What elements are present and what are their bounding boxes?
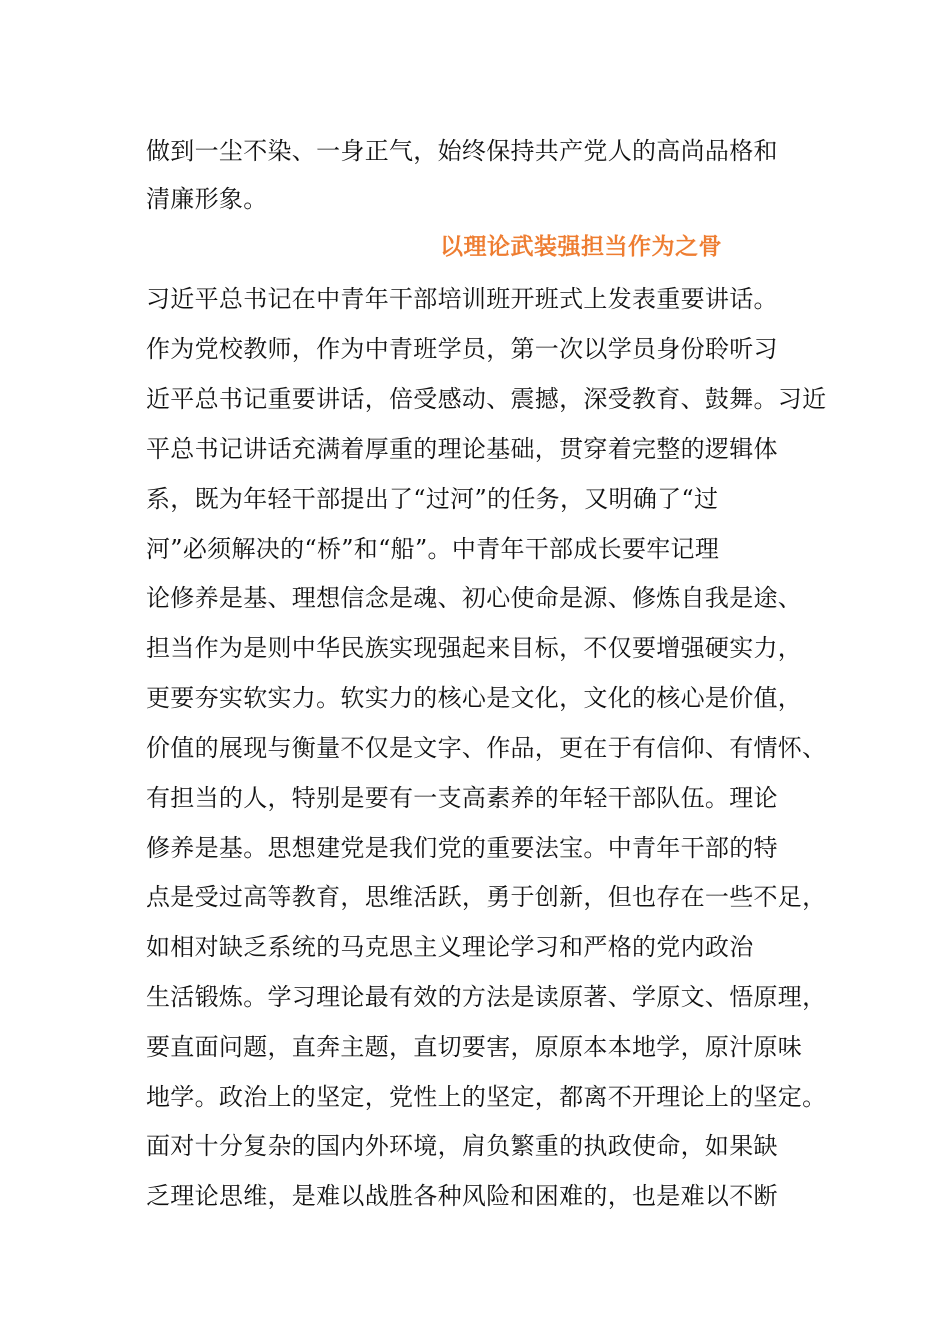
paragraph-line: 平总书记讲话充满着厚重的理论基础，贯穿着完整的逻辑体: [146, 435, 778, 463]
paragraph-line: 生活锻炼。学习理论最有效的方法是读原著、学原文、悟原理，: [146, 983, 826, 1011]
paragraph-line: 近平总书记重要讲话，倍受感动、震撼，深受教育、鼓舞。习近: [146, 385, 826, 413]
paragraph-line: 做到一尘不染、一身正气，始终保持共产党人的高尚品格和: [146, 137, 778, 165]
paragraph-line: 乏理论思维，是难以战胜各种风险和困难的，也是难以不断: [146, 1182, 778, 1210]
paragraph-line: 清廉形象。: [146, 185, 268, 213]
paragraph-line: 系，既为年轻干部提出了“过河”的任务，又明确了“过: [146, 485, 719, 513]
paragraph-line: 习近平总书记在中青年干部培训班开班式上发表重要讲话。: [146, 285, 778, 313]
paragraph-line: 担当作为是则中华民族实现强起来目标，不仅要增强硬实力，: [146, 634, 803, 662]
paragraph-line: 点是受过高等教育，思维活跃，勇于创新，但也存在一些不足，: [146, 883, 826, 911]
paragraph-line: 修养是基。思想建党是我们党的重要法宝。中青年干部的特: [146, 834, 778, 862]
paragraph-line: 价值的展现与衡量不仅是文字、作品，更在于有信仰、有情怀、: [146, 734, 826, 762]
paragraph-line: 论修养是基、理想信念是魂、初心使命是源、修炼自我是途、: [146, 584, 803, 612]
paragraph-line: 河”必须解决的“桥”和“船”。中青年干部成长要牢记理: [146, 535, 720, 563]
paragraph-line: 有担当的人，特别是要有一支高素养的年轻干部队伍。理论: [146, 784, 778, 812]
paragraph-line: 更要夯实软实力。软实力的核心是文化，文化的核心是价值，: [146, 684, 803, 712]
section-heading: 以理论武装强担当作为之骨: [440, 234, 722, 260]
paragraph-line: 作为党校教师，作为中青班学员，第一次以学员身份聆听习: [146, 335, 778, 363]
paragraph-line: 面对十分复杂的国内外环境，肩负繁重的执政使命，如果缺: [146, 1132, 778, 1160]
paragraph-line: 要直面问题，直奔主题，直切要害，原原本本地学，原汁原味: [146, 1033, 803, 1061]
paragraph-line: 地学。政治上的坚定，党性上的坚定，都离不开理论上的坚定。: [146, 1083, 826, 1111]
paragraph-line: 如相对缺乏系统的马克思主义理论学习和严格的党内政治: [146, 933, 754, 961]
